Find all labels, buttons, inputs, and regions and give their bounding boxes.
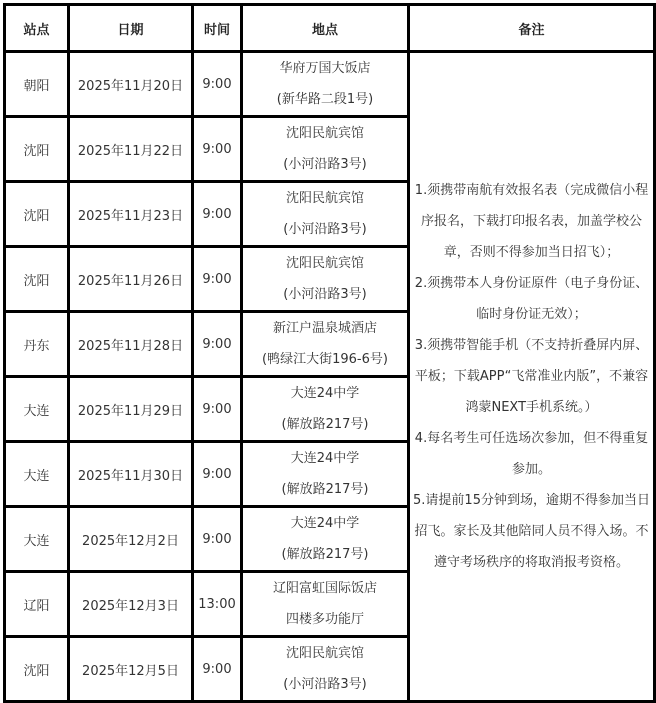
date-cell: 2025年11月22日 <box>69 117 193 182</box>
time-cell: 9:00 <box>193 182 242 247</box>
location-name: 新江户温泉城酒店 <box>272 321 377 336</box>
note-item: 4.每名考生可任选场次参加，但不得重复参加。 <box>414 431 649 477</box>
note-item: 1.须携带南航有效报名表（完成微信小程序报名，下载打印报名表，加盖学校公章，否则不得参加当日招飞）； <box>414 183 649 260</box>
location-name: 沈阳民航宾馆 <box>285 126 364 141</box>
header-date: 日期 <box>69 5 193 52</box>
time-cell: 13:00 <box>193 572 242 637</box>
station-cell: 大连 <box>5 442 69 507</box>
location-name: 沈阳民航宾馆 <box>285 256 364 271</box>
location-cell <box>242 442 409 507</box>
location-address: (小河沿路3号) <box>283 157 367 172</box>
location-address: 四楼多功能厅 <box>285 612 364 627</box>
location-name: 大连24中学 <box>290 386 360 401</box>
location-cell <box>242 182 409 247</box>
header-row <box>5 5 655 52</box>
station-cell: 大连 <box>5 377 69 442</box>
location-cell <box>242 117 409 182</box>
location-address: (新华路二段1号) <box>276 92 374 107</box>
station-cell: 大连 <box>5 507 69 572</box>
table-row <box>5 52 655 117</box>
location-cell <box>242 572 409 637</box>
station-cell: 丹东 <box>5 312 69 377</box>
date-cell: 2025年12月5日 <box>69 637 193 702</box>
time-cell: 9:00 <box>193 52 242 117</box>
location-name: 华府万国大饭店 <box>279 61 371 76</box>
header-location: 地点 <box>242 5 409 52</box>
station-cell: 辽阳 <box>5 572 69 637</box>
date-cell: 2025年12月3日 <box>69 572 193 637</box>
schedule-table <box>3 3 656 703</box>
time-cell: 9:00 <box>193 507 242 572</box>
date-cell: 2025年11月30日 <box>69 442 193 507</box>
date-cell: 2025年11月20日 <box>69 52 193 117</box>
note-item: 2.须携带本人身份证原件（电子身份证、临时身份证无效）； <box>414 276 649 322</box>
station-cell: 沈阳 <box>5 117 69 182</box>
location-address: (鸭绿江大街196-6号) <box>262 352 388 367</box>
note-item: 3.须携带智能手机（不支持折叠屏内屏、平板；下载APP“飞常准业内版”，不兼容鸿蒙NEXT手机系统。） <box>414 338 649 415</box>
time-cell: 9:00 <box>193 247 242 312</box>
date-cell: 2025年11月26日 <box>69 247 193 312</box>
date-cell: 2025年12月2日 <box>69 507 193 572</box>
location-cell <box>242 377 409 442</box>
header-notes: 备注 <box>409 5 655 52</box>
location-name: 沈阳民航宾馆 <box>285 646 364 661</box>
location-address: (小河沿路3号) <box>283 222 367 237</box>
location-cell <box>242 52 409 117</box>
time-cell: 9:00 <box>193 637 242 702</box>
time-cell: 9:00 <box>193 312 242 377</box>
station-cell: 沈阳 <box>5 182 69 247</box>
notes-cell <box>409 52 655 702</box>
location-cell <box>242 507 409 572</box>
location-address: (小河沿路3号) <box>283 677 367 692</box>
location-name: 沈阳民航宾馆 <box>285 191 364 206</box>
location-cell <box>242 247 409 312</box>
location-name: 大连24中学 <box>290 451 360 466</box>
note-item: 5.请提前15分钟到场，逾期不得参加当日招飞。家长及其他陪同人员不得入场。不遵守考场秩序的将取消报考资格。 <box>413 493 650 570</box>
location-cell <box>242 312 409 377</box>
location-cell <box>242 637 409 702</box>
date-cell: 2025年11月23日 <box>69 182 193 247</box>
time-cell: 9:00 <box>193 117 242 182</box>
location-name: 辽阳富虹国际饭店 <box>272 581 377 596</box>
station-cell: 沈阳 <box>5 247 69 312</box>
header-time: 时间 <box>193 5 242 52</box>
station-cell: 朝阳 <box>5 52 69 117</box>
location-address: (解放路217号) <box>281 417 369 432</box>
location-address: (小河沿路3号) <box>283 287 367 302</box>
location-name: 大连24中学 <box>290 516 360 531</box>
date-cell: 2025年11月28日 <box>69 312 193 377</box>
header-station: 站点 <box>5 5 69 52</box>
time-cell: 9:00 <box>193 442 242 507</box>
station-cell: 沈阳 <box>5 637 69 702</box>
location-address: (解放路217号) <box>281 547 369 562</box>
date-cell: 2025年11月29日 <box>69 377 193 442</box>
time-cell: 9:00 <box>193 377 242 442</box>
location-address: (解放路217号) <box>281 482 369 497</box>
